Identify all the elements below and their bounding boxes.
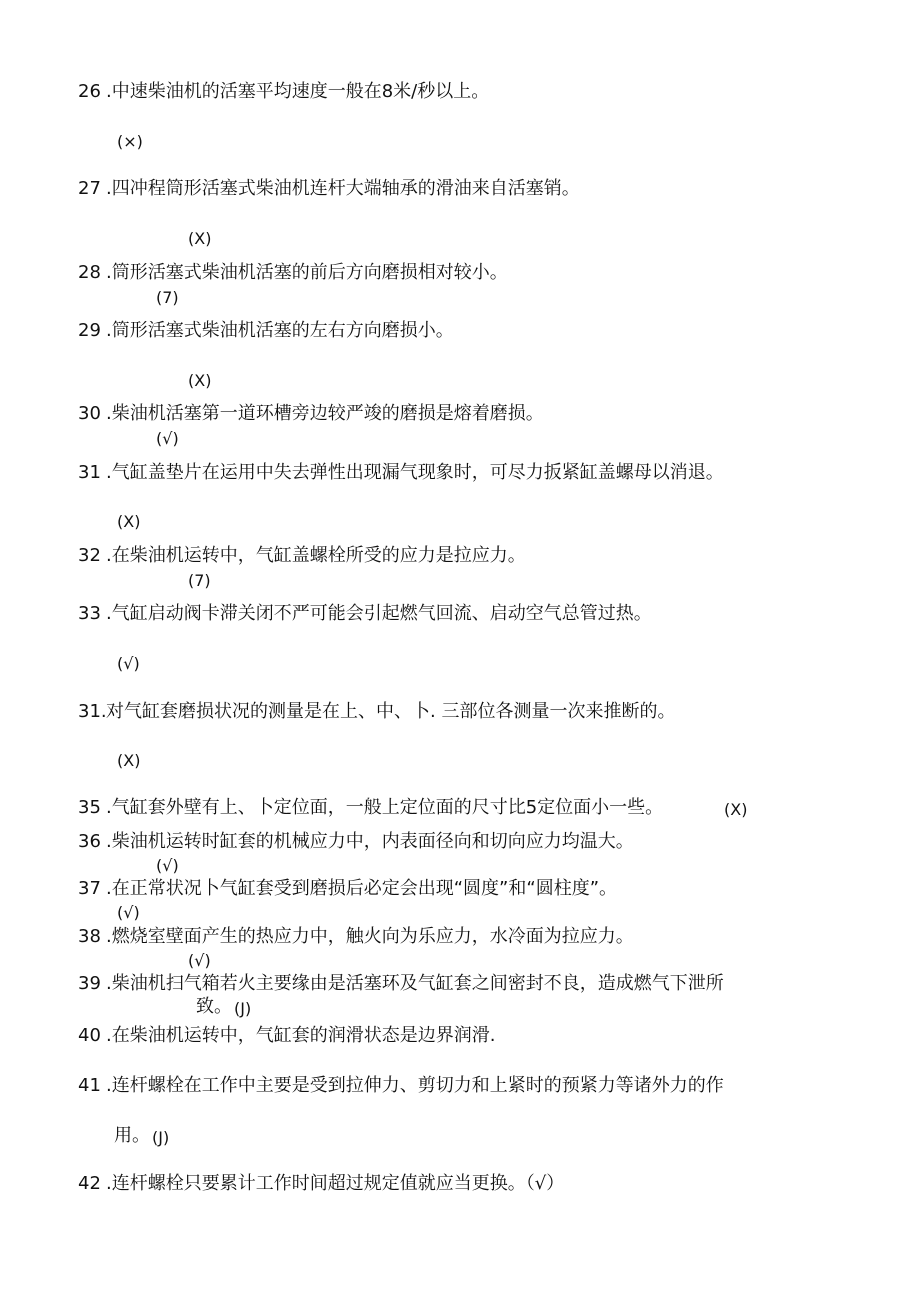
question-text: .柴油机活塞第一道环槽旁边较严竣的磨损是熔着磨损。 bbox=[106, 403, 544, 424]
question-number: 41 bbox=[78, 1075, 101, 1096]
question-number: 27 bbox=[78, 178, 101, 199]
question-text: .筒形活塞式柴油机活塞的左右方向磨损小。 bbox=[106, 320, 454, 341]
question-text: .气缸套外壁有上、卜定位面，一般上定位面的尺寸比5定位面小一些。 bbox=[106, 797, 664, 818]
question-text: .柴油机运转时缸套的机械应力中，内表面径向和切向应力均温大。 bbox=[106, 831, 634, 852]
answer-mark: (√) bbox=[188, 951, 211, 970]
question-number: 36 bbox=[78, 831, 101, 852]
question-text: .在正常状况卜气缸套受到磨损后必定会出现“圆度”和“圆柱度”。 bbox=[106, 878, 618, 899]
question-number: 31 bbox=[78, 462, 101, 483]
question-text-continuation: 用。 bbox=[114, 1125, 150, 1146]
answer-mark: (X) bbox=[188, 229, 212, 248]
question-number: 26 bbox=[78, 81, 101, 102]
question-number: 39 bbox=[78, 973, 101, 994]
question-text: .在柴油机运转中，气缸盖螺栓所受的应力是拉应力。 bbox=[106, 545, 526, 566]
question-number: 30 bbox=[78, 403, 101, 424]
answer-mark: (√) bbox=[156, 856, 179, 875]
question-text: .连杆螺栓只要累计工作时间超过规定值就应当更换。（√） bbox=[106, 1173, 565, 1194]
question-text: .中速柴油机的活塞平均速度一般在8米/秒以上。 bbox=[106, 81, 490, 102]
question-text: 对气缸套磨损状况的测量是在上、中、卜. 三部位各测量一次来推断的。 bbox=[106, 701, 676, 722]
question-text: .连杆螺栓在工作中主要是受到拉伸力、剪切力和上紧时的预紧力等诸外力的作 bbox=[106, 1075, 724, 1096]
question-text: .柴油机扫气箱若火主要缘由是活塞环及气缸套之间密封不良，造成燃气下泄所 bbox=[106, 973, 724, 994]
answer-mark: (X) bbox=[117, 512, 141, 531]
question-text: .四冲程筒形活塞式柴油机连杆大端轴承的滑油来自活塞销。 bbox=[106, 178, 580, 199]
question-text: .气缸盖垫片在运用中失去弹性出现漏气现象时，可尽力扳紧缸盖螺母以消退。 bbox=[106, 462, 724, 483]
question-number: 37 bbox=[78, 878, 101, 899]
answer-mark: (√) bbox=[117, 903, 140, 922]
question-number: 33 bbox=[78, 603, 101, 624]
answer-mark: (J) bbox=[152, 1128, 170, 1147]
question-text: .燃烧室壁面产生的热应力中，触火向为乐应力，水冷面为拉应力。 bbox=[106, 926, 634, 947]
answer-mark: (J) bbox=[234, 999, 252, 1018]
question-number: 28 bbox=[78, 262, 101, 283]
answer-mark: (√) bbox=[156, 429, 179, 448]
question-number: 29 bbox=[78, 320, 101, 341]
answer-mark: (√) bbox=[117, 654, 140, 673]
question-number: 31. bbox=[78, 701, 107, 722]
question-number: 38 bbox=[78, 926, 101, 947]
answer-mark: (X) bbox=[188, 371, 212, 390]
question-number: 42 bbox=[78, 1173, 101, 1194]
answer-mark: (X) bbox=[724, 800, 748, 819]
question-text-continuation: 致。 bbox=[196, 996, 232, 1017]
answer-mark: (×) bbox=[117, 132, 143, 151]
question-number: 40 bbox=[78, 1025, 101, 1046]
question-text: .气缸启动阀卡滞关闭不严可能会引起燃气回流、启动空气总管过热。 bbox=[106, 603, 652, 624]
answer-mark: (7) bbox=[156, 288, 179, 307]
question-text: .筒形活塞式柴油机活塞的前后方向磨损相对较小。 bbox=[106, 262, 508, 283]
question-number: 35 bbox=[78, 797, 101, 818]
question-number: 32 bbox=[78, 545, 101, 566]
question-text: .在柴油机运转中，气缸套的润滑状态是边界润滑. bbox=[106, 1025, 496, 1046]
answer-mark: (7) bbox=[188, 571, 211, 590]
answer-mark: (X) bbox=[117, 751, 141, 770]
